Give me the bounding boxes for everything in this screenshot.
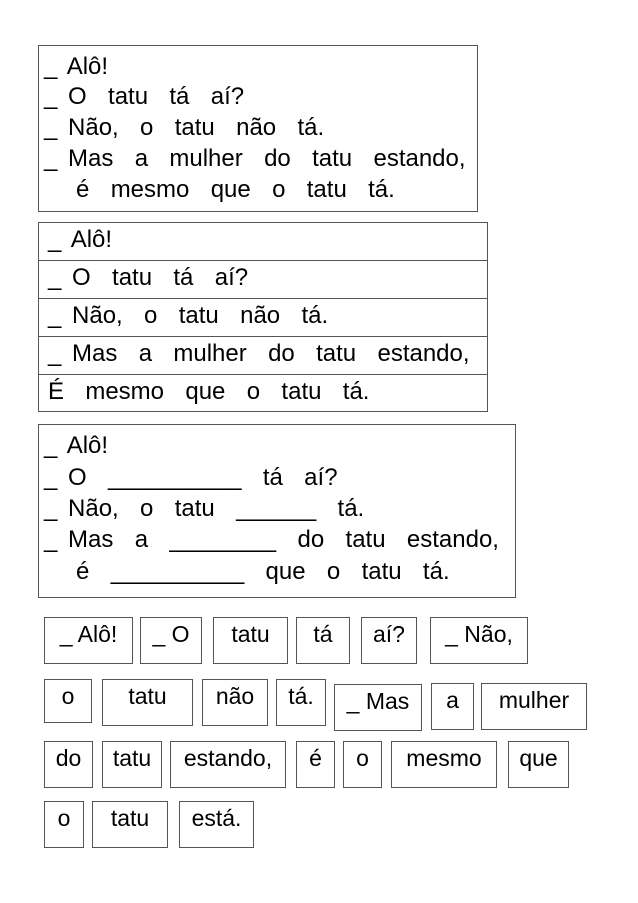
- word-card[interactable]: não: [202, 679, 268, 726]
- word-card[interactable]: _ O: [140, 617, 202, 664]
- word-card[interactable]: aí?: [361, 617, 417, 664]
- cloze-line-3: _ Não, o tatu ______ tá.: [44, 495, 365, 522]
- strip-line-4[interactable]: _ Mas a mulher do tatu estando,: [38, 336, 488, 375]
- word-card[interactable]: a: [431, 683, 474, 730]
- word-card[interactable]: que: [508, 741, 569, 788]
- word-card[interactable]: _ Alô!: [44, 617, 133, 664]
- cloze-line-4: _ Mas a ________ do tatu estando,: [44, 526, 499, 553]
- word-card[interactable]: tatu: [213, 617, 288, 664]
- word-card[interactable]: mulher: [481, 683, 587, 730]
- word-card[interactable]: mesmo: [391, 741, 497, 788]
- poem-line-3: _ Não, o tatu não tá.: [44, 114, 325, 141]
- poem-line-1: _ Alô!: [44, 53, 109, 80]
- word-card[interactable]: tá: [296, 617, 350, 664]
- poem-line-4: _ Mas a mulher do tatu estando,: [44, 145, 466, 172]
- word-card[interactable]: o: [44, 679, 92, 723]
- strip-line-5[interactable]: É mesmo que o tatu tá.: [38, 374, 488, 412]
- cloze-line-1: _ Alô!: [44, 432, 109, 459]
- poem-line-5: é mesmo que o tatu tá.: [44, 176, 395, 203]
- word-card[interactable]: estando,: [170, 741, 286, 788]
- word-card[interactable]: do: [44, 741, 93, 788]
- word-card[interactable]: o: [44, 801, 84, 848]
- word-card[interactable]: está.: [179, 801, 254, 848]
- strip-line-1[interactable]: _ Alô!: [38, 222, 488, 261]
- word-card[interactable]: _ Mas: [334, 684, 422, 731]
- word-card[interactable]: tá.: [276, 679, 326, 726]
- cloze-line-5: é __________ que o tatu tá.: [44, 558, 450, 585]
- word-card[interactable]: tatu: [102, 679, 193, 726]
- word-card[interactable]: o: [343, 741, 382, 788]
- word-card[interactable]: tatu: [102, 741, 162, 788]
- strip-line-2[interactable]: _ O tatu tá aí?: [38, 260, 488, 299]
- cloze-line-2: _ O __________ tá aí?: [44, 464, 338, 491]
- word-card[interactable]: é: [296, 741, 335, 788]
- strip-line-3[interactable]: _ Não, o tatu não tá.: [38, 298, 488, 337]
- word-card[interactable]: _ Não,: [430, 617, 528, 664]
- poem-line-2: _ O tatu tá aí?: [44, 83, 245, 110]
- word-card[interactable]: tatu: [92, 801, 168, 848]
